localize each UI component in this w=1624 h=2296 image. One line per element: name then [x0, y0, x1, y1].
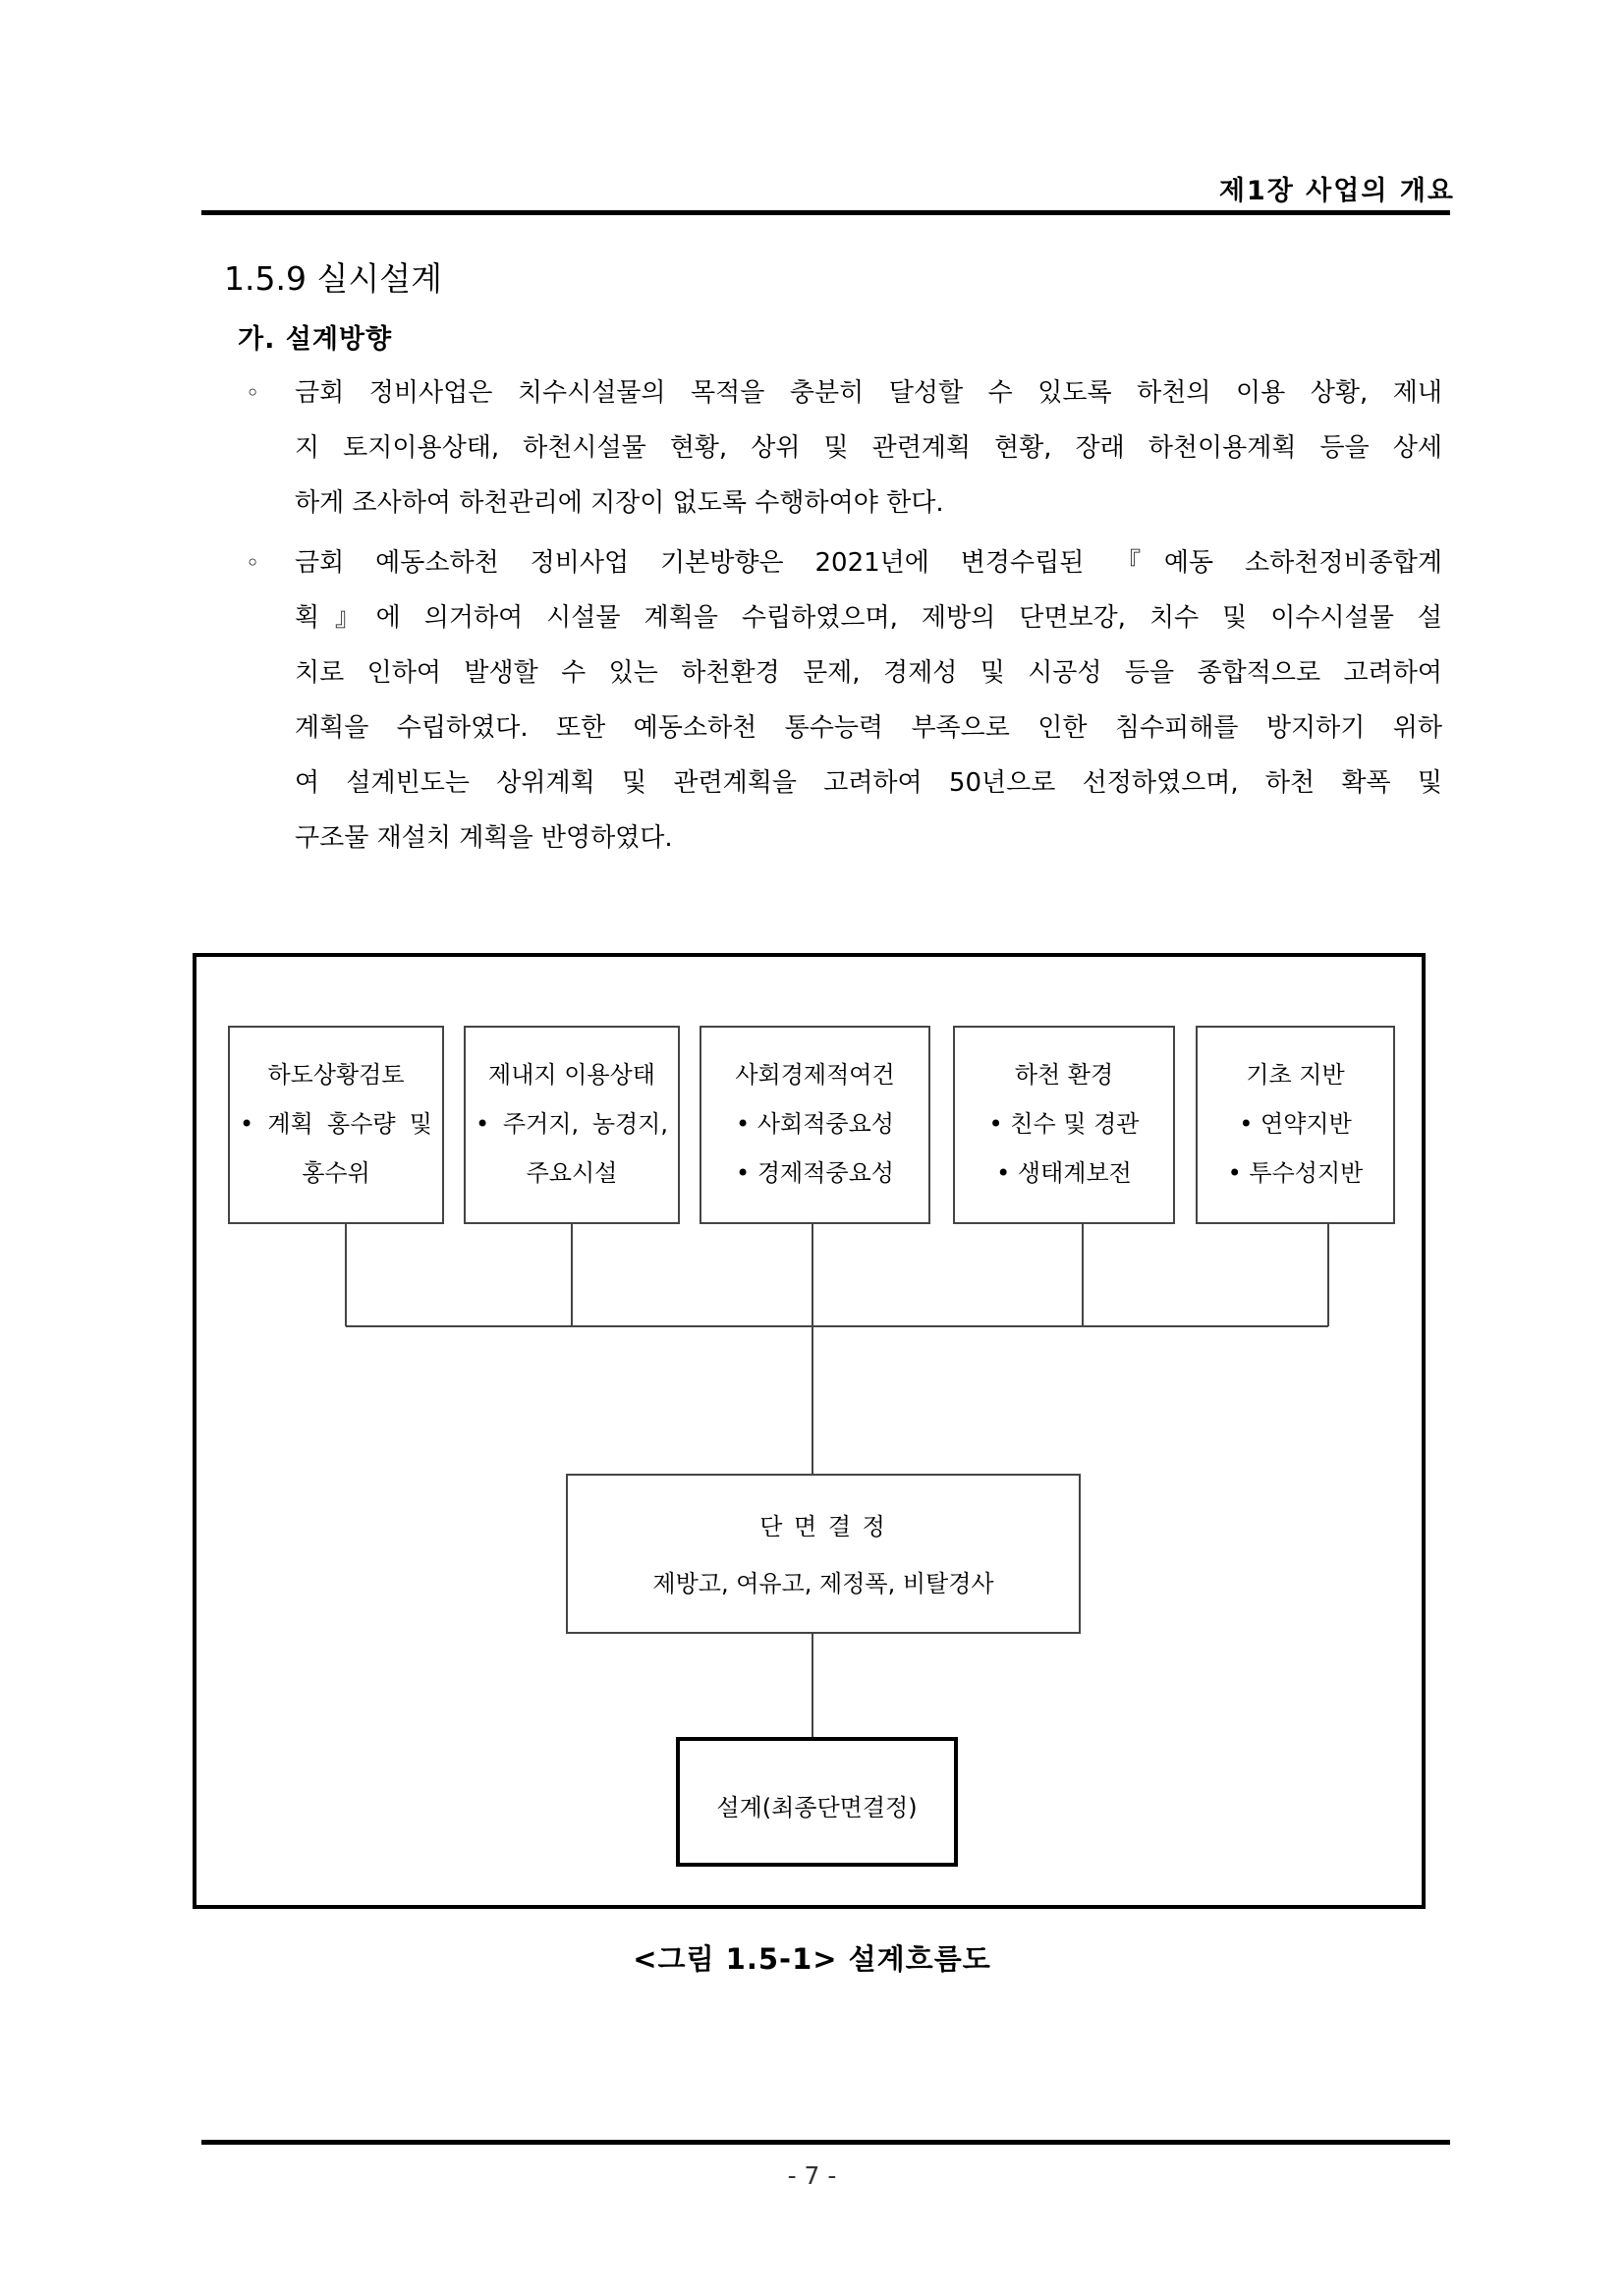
paragraph-bullet: ◦: [246, 549, 260, 577]
factor-item: • 계획 홍수량 및: [240, 1110, 432, 1138]
paragraph-line: 금회 정비사업은 치수시설물의 목적을 충분히 달성할 수 있도록 하천의 이용 상황, 제내: [295, 378, 1442, 408]
paragraph-line: 치로 인하여 발생할 수 있는 하천환경 문제, 경제성 및 시공성 등을 종합적으로 고려하여: [295, 658, 1442, 688]
factor-title: 제내지 이용상태: [488, 1061, 655, 1089]
factor-box-foundation: [1196, 1026, 1395, 1224]
factor-item: 주요시설: [526, 1159, 618, 1187]
factor-item: • 사회적중요성: [736, 1110, 894, 1138]
paragraph-line: 계획을 수립하였다. 또한 예동소하천 통수능력 부족으로 인한 침수피해를 방지하기 위하: [295, 713, 1442, 743]
factor-box-socioeconomic: [700, 1026, 930, 1224]
factor-item: 홍수위: [302, 1159, 370, 1187]
factor-box-land-use: [464, 1026, 680, 1224]
factor-item: • 친수 및 경관: [988, 1110, 1140, 1138]
factor-box-channel-review: [228, 1026, 444, 1224]
factor-title: 기초 지반: [1246, 1061, 1345, 1089]
chapter-header: 제1장 사업의 개요: [1218, 176, 1455, 206]
factor-box-river-environment: [953, 1026, 1175, 1224]
factor-item: • 연약지반: [1239, 1110, 1352, 1138]
factor-title: 하천 환경: [1014, 1061, 1114, 1089]
section-decision-box: [566, 1474, 1081, 1634]
final-design-box: [676, 1737, 958, 1867]
paragraph-line: 획』에 의거하여 시설물 계획을 수립하였으며, 제방의 단면보강, 치수 및 이수시설물 설: [295, 603, 1442, 633]
footer-rule: [201, 2140, 1450, 2145]
factor-item: • 투수성지반: [1227, 1159, 1364, 1187]
paragraph-line: 금회 예동소하천 정비사업 기본방향은 2021년에 변경수립된 『예동 소하천정비종합계: [295, 548, 1442, 578]
paragraph-line: 하게 조사하여 하천관리에 지장이 없도록 수행하여야 한다.: [295, 488, 944, 518]
page-number: - 7 -: [787, 2161, 837, 2190]
final-design-label: 설계(최종단면결정): [716, 1794, 918, 1821]
factor-item: • 주거지, 농경지,: [476, 1110, 668, 1138]
section-decision-title: 단 면 결 정: [759, 1513, 887, 1540]
factor-item: • 경제적중요성: [736, 1159, 894, 1187]
factor-title: 사회경제적여건: [735, 1061, 895, 1089]
subsection-title: 가. 설계방향: [238, 324, 393, 355]
paragraph-line: 구조물 재설치 계획을 반영하였다.: [295, 823, 673, 853]
section-title: 1.5.9 실시설계: [224, 259, 442, 298]
factor-item: • 생태계보전: [996, 1159, 1132, 1187]
paragraph-bullet: ◦: [246, 379, 260, 407]
paragraph-line: 여 설계빈도는 상위계획 및 관련계획을 고려하여 50년으로 선정하였으며, 하천 확폭 및: [295, 768, 1442, 798]
factor-title: 하도상황검토: [267, 1061, 405, 1089]
header-rule: [201, 210, 1450, 215]
figure-caption: <그림 1.5-1> 설계흐름도: [633, 1942, 991, 1976]
section-decision-detail: 제방고, 여유고, 제정폭, 비탈경사: [652, 1570, 994, 1597]
paragraph-line: 지 토지이용상태, 하천시설물 현황, 상위 및 관련계획 현황, 장래 하천이용계획 등을 상세: [295, 433, 1442, 463]
design-flow-figure: [193, 953, 1426, 1909]
